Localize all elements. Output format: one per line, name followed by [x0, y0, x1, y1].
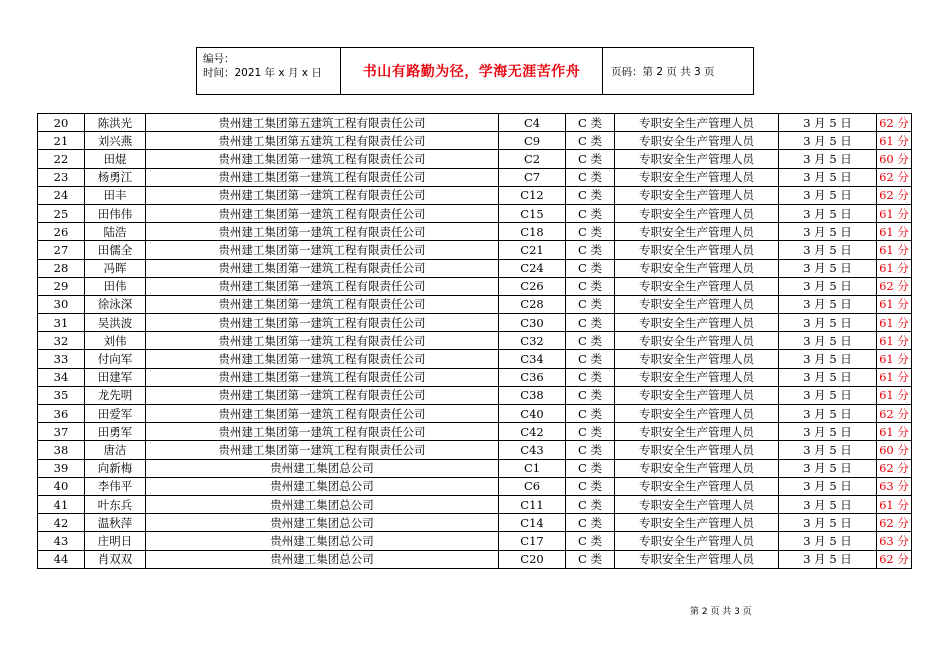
row-number-cell: 23 [38, 168, 85, 186]
exam-date-cell: 3 月 5 日 [779, 295, 877, 313]
category-cell: C 类 [566, 259, 615, 277]
company-name-cell: 贵州建工集团第五建筑工程有限责任公司 [146, 114, 499, 132]
row-number-cell: 37 [38, 423, 85, 441]
score-cell: 63 分 [877, 477, 912, 495]
role-cell: 专职安全生产管理人员 [615, 514, 779, 532]
person-name-cell: 叶东兵 [85, 495, 146, 513]
exam-date-cell: 3 月 5 日 [779, 314, 877, 332]
exam-date-cell: 3 月 5 日 [779, 495, 877, 513]
seat-code-cell: C14 [499, 514, 566, 532]
category-cell: C 类 [566, 495, 615, 513]
person-name-cell: 田建军 [85, 368, 146, 386]
exam-date-cell: 3 月 5 日 [779, 223, 877, 241]
company-name-cell: 贵州建工集团第五建筑工程有限责任公司 [146, 132, 499, 150]
table-row [38, 114, 912, 132]
company-name-cell: 贵州建工集团第一建筑工程有限责任公司 [146, 204, 499, 222]
category-cell: C 类 [566, 332, 615, 350]
seat-code-cell: C1 [499, 459, 566, 477]
row-number-cell: 28 [38, 259, 85, 277]
exam-date-cell: 3 月 5 日 [779, 423, 877, 441]
exam-date-cell: 3 月 5 日 [779, 332, 877, 350]
company-name-cell: 贵州建工集团总公司 [146, 550, 499, 568]
category-cell: C 类 [566, 405, 615, 423]
row-number-cell: 33 [38, 350, 85, 368]
company-name-cell: 贵州建工集团第一建筑工程有限责任公司 [146, 223, 499, 241]
row-number-cell: 44 [38, 550, 85, 568]
page-header [196, 47, 754, 95]
company-name-cell: 贵州建工集团第一建筑工程有限责任公司 [146, 186, 499, 204]
exam-date-cell: 3 月 5 日 [779, 350, 877, 368]
row-number-cell: 27 [38, 241, 85, 259]
company-name-cell: 贵州建工集团第一建筑工程有限责任公司 [146, 332, 499, 350]
row-number-cell: 38 [38, 441, 85, 459]
row-number-cell: 40 [38, 477, 85, 495]
score-cell: 61 分 [877, 241, 912, 259]
person-name-cell: 付向军 [85, 350, 146, 368]
seat-code-cell: C4 [499, 114, 566, 132]
seat-code-cell: C26 [499, 277, 566, 295]
company-name-cell: 贵州建工集团第一建筑工程有限责任公司 [146, 368, 499, 386]
person-name-cell: 田丰 [85, 186, 146, 204]
seat-code-cell: C11 [499, 495, 566, 513]
seat-code-cell: C15 [499, 204, 566, 222]
header-page-info: 页码：第 2 页 共 3 页 [611, 65, 715, 78]
table-row [38, 350, 912, 368]
role-cell: 专职安全生产管理人员 [615, 241, 779, 259]
person-name-cell: 冯晖 [85, 259, 146, 277]
table-row [38, 514, 912, 532]
exam-date-cell: 3 月 5 日 [779, 368, 877, 386]
score-cell: 61 分 [877, 423, 912, 441]
score-cell: 62 分 [877, 168, 912, 186]
seat-code-cell: C36 [499, 368, 566, 386]
role-cell: 专职安全生产管理人员 [615, 168, 779, 186]
score-cell: 63 分 [877, 532, 912, 550]
role-cell: 专职安全生产管理人员 [615, 532, 779, 550]
score-cell: 62 分 [877, 550, 912, 568]
company-name-cell: 贵州建工集团第一建筑工程有限责任公司 [146, 241, 499, 259]
seat-code-cell: C30 [499, 314, 566, 332]
exam-date-cell: 3 月 5 日 [779, 477, 877, 495]
person-name-cell: 田伟伟 [85, 204, 146, 222]
company-name-cell: 贵州建工集团第一建筑工程有限责任公司 [146, 277, 499, 295]
exam-date-cell: 3 月 5 日 [779, 550, 877, 568]
table-row [38, 150, 912, 168]
person-name-cell: 田焜 [85, 150, 146, 168]
role-cell: 专职安全生产管理人员 [615, 423, 779, 441]
table-row [38, 295, 912, 313]
role-cell: 专职安全生产管理人员 [615, 550, 779, 568]
role-cell: 专职安全生产管理人员 [615, 495, 779, 513]
row-number-cell: 42 [38, 514, 85, 532]
category-cell: C 类 [566, 150, 615, 168]
row-number-cell: 43 [38, 532, 85, 550]
row-number-cell: 39 [38, 459, 85, 477]
row-number-cell: 30 [38, 295, 85, 313]
score-cell: 61 分 [877, 368, 912, 386]
seat-code-cell: C2 [499, 150, 566, 168]
table-row [38, 405, 912, 423]
row-number-cell: 41 [38, 495, 85, 513]
company-name-cell: 贵州建工集团总公司 [146, 514, 499, 532]
role-cell: 专职安全生产管理人员 [615, 441, 779, 459]
company-name-cell: 贵州建工集团第一建筑工程有限责任公司 [146, 150, 499, 168]
category-cell: C 类 [566, 532, 615, 550]
person-name-cell: 庄明日 [85, 532, 146, 550]
score-cell: 62 分 [877, 405, 912, 423]
row-number-cell: 35 [38, 386, 85, 404]
person-name-cell: 田伟 [85, 277, 146, 295]
person-name-cell: 田儒全 [85, 241, 146, 259]
score-cell: 61 分 [877, 314, 912, 332]
company-name-cell: 贵州建工集团第一建筑工程有限责任公司 [146, 423, 499, 441]
company-name-cell: 贵州建工集团第一建筑工程有限责任公司 [146, 259, 499, 277]
score-cell: 61 分 [877, 386, 912, 404]
person-name-cell: 向新梅 [85, 459, 146, 477]
person-name-cell: 吴洪波 [85, 314, 146, 332]
exam-date-cell: 3 月 5 日 [779, 405, 877, 423]
seat-code-cell: C17 [499, 532, 566, 550]
category-cell: C 类 [566, 277, 615, 295]
table-row [38, 495, 912, 513]
header-meta [197, 48, 341, 94]
table-row [38, 386, 912, 404]
exam-date-cell: 3 月 5 日 [779, 186, 877, 204]
table-row [38, 459, 912, 477]
category-cell: C 类 [566, 514, 615, 532]
exam-date-cell: 3 月 5 日 [779, 386, 877, 404]
exam-date-cell: 3 月 5 日 [779, 259, 877, 277]
company-name-cell: 贵州建工集团第一建筑工程有限责任公司 [146, 314, 499, 332]
row-number-cell: 31 [38, 314, 85, 332]
seat-code-cell: C43 [499, 441, 566, 459]
seat-code-cell: C28 [499, 295, 566, 313]
score-cell: 60 分 [877, 441, 912, 459]
role-cell: 专职安全生产管理人员 [615, 259, 779, 277]
table-row [38, 314, 912, 332]
table-row [38, 423, 912, 441]
category-cell: C 类 [566, 132, 615, 150]
table-row [38, 532, 912, 550]
score-cell: 62 分 [877, 186, 912, 204]
category-cell: C 类 [566, 186, 615, 204]
company-name-cell: 贵州建工集团第一建筑工程有限责任公司 [146, 441, 499, 459]
row-number-cell: 20 [38, 114, 85, 132]
row-number-cell: 29 [38, 277, 85, 295]
table-row [38, 477, 912, 495]
company-name-cell: 贵州建工集团总公司 [146, 495, 499, 513]
table-row [38, 204, 912, 222]
exam-date-cell: 3 月 5 日 [779, 459, 877, 477]
score-cell: 62 分 [877, 514, 912, 532]
person-name-cell: 唐洁 [85, 441, 146, 459]
score-cell: 61 分 [877, 495, 912, 513]
category-cell: C 类 [566, 204, 615, 222]
page-footer: 第 2 页 共 3 页 [690, 607, 752, 617]
seat-code-cell: C20 [499, 550, 566, 568]
score-cell: 61 分 [877, 332, 912, 350]
roster-body [38, 114, 912, 569]
row-number-cell: 32 [38, 332, 85, 350]
score-cell: 62 分 [877, 459, 912, 477]
table-row [38, 550, 912, 568]
table-row [38, 277, 912, 295]
role-cell: 专职安全生产管理人员 [615, 204, 779, 222]
category-cell: C 类 [566, 459, 615, 477]
row-number-cell: 24 [38, 186, 85, 204]
seat-code-cell: C9 [499, 132, 566, 150]
role-cell: 专职安全生产管理人员 [615, 386, 779, 404]
exam-date-cell: 3 月 5 日 [779, 532, 877, 550]
category-cell: C 类 [566, 350, 615, 368]
score-cell: 61 分 [877, 259, 912, 277]
table-row [38, 368, 912, 386]
seat-code-cell: C6 [499, 477, 566, 495]
table-row [38, 259, 912, 277]
company-name-cell: 贵州建工集团第一建筑工程有限责任公司 [146, 350, 499, 368]
person-name-cell: 田爱军 [85, 405, 146, 423]
time-label: 时间：2021 年 x 月 x 日 [203, 67, 322, 79]
category-cell: C 类 [566, 295, 615, 313]
person-name-cell: 肖双双 [85, 550, 146, 568]
company-name-cell: 贵州建工集团第一建筑工程有限责任公司 [146, 386, 499, 404]
person-name-cell: 陈洪光 [85, 114, 146, 132]
person-name-cell: 陆浩 [85, 223, 146, 241]
role-cell: 专职安全生产管理人员 [615, 459, 779, 477]
number-label: 编号： [203, 53, 235, 65]
exam-date-cell: 3 月 5 日 [779, 277, 877, 295]
category-cell: C 类 [566, 423, 615, 441]
category-cell: C 类 [566, 550, 615, 568]
role-cell: 专职安全生产管理人员 [615, 295, 779, 313]
role-cell: 专职安全生产管理人员 [615, 368, 779, 386]
exam-date-cell: 3 月 5 日 [779, 441, 877, 459]
exam-date-cell: 3 月 5 日 [779, 204, 877, 222]
role-cell: 专职安全生产管理人员 [615, 150, 779, 168]
role-cell: 专职安全生产管理人员 [615, 223, 779, 241]
exam-date-cell: 3 月 5 日 [779, 132, 877, 150]
person-name-cell: 刘兴燕 [85, 132, 146, 150]
role-cell: 专职安全生产管理人员 [615, 132, 779, 150]
score-cell: 61 分 [877, 223, 912, 241]
role-cell: 专职安全生产管理人员 [615, 350, 779, 368]
table-row [38, 168, 912, 186]
role-cell: 专职安全生产管理人员 [615, 277, 779, 295]
category-cell: C 类 [566, 441, 615, 459]
category-cell: C 类 [566, 386, 615, 404]
row-number-cell: 36 [38, 405, 85, 423]
score-cell: 61 分 [877, 132, 912, 150]
exam-date-cell: 3 月 5 日 [779, 150, 877, 168]
seat-code-cell: C40 [499, 405, 566, 423]
category-cell: C 类 [566, 168, 615, 186]
category-cell: C 类 [566, 368, 615, 386]
seat-code-cell: C7 [499, 168, 566, 186]
role-cell: 专职安全生产管理人员 [615, 186, 779, 204]
row-number-cell: 25 [38, 204, 85, 222]
role-cell: 专职安全生产管理人员 [615, 314, 779, 332]
person-name-cell: 徐泳深 [85, 295, 146, 313]
score-cell: 60 分 [877, 150, 912, 168]
row-number-cell: 22 [38, 150, 85, 168]
person-name-cell: 温秋萍 [85, 514, 146, 532]
category-cell: C 类 [566, 114, 615, 132]
seat-code-cell: C38 [499, 386, 566, 404]
seat-code-cell: C21 [499, 241, 566, 259]
seat-code-cell: C34 [499, 350, 566, 368]
category-cell: C 类 [566, 314, 615, 332]
person-name-cell: 李伟平 [85, 477, 146, 495]
seat-code-cell: C32 [499, 332, 566, 350]
seat-code-cell: C18 [499, 223, 566, 241]
company-name-cell: 贵州建工集团总公司 [146, 477, 499, 495]
roster-table [37, 113, 912, 569]
score-cell: 62 分 [877, 114, 912, 132]
row-number-cell: 21 [38, 132, 85, 150]
role-cell: 专职安全生产管理人员 [615, 332, 779, 350]
table-row [38, 132, 912, 150]
table-row [38, 332, 912, 350]
table-row [38, 186, 912, 204]
score-cell: 61 分 [877, 295, 912, 313]
person-name-cell: 龙先明 [85, 386, 146, 404]
table-row [38, 241, 912, 259]
company-name-cell: 贵州建工集团总公司 [146, 459, 499, 477]
company-name-cell: 贵州建工集团总公司 [146, 532, 499, 550]
table-row [38, 223, 912, 241]
exam-date-cell: 3 月 5 日 [779, 514, 877, 532]
person-name-cell: 田勇军 [85, 423, 146, 441]
company-name-cell: 贵州建工集团第一建筑工程有限责任公司 [146, 295, 499, 313]
role-cell: 专职安全生产管理人员 [615, 114, 779, 132]
row-number-cell: 34 [38, 368, 85, 386]
role-cell: 专职安全生产管理人员 [615, 405, 779, 423]
seat-code-cell: C24 [499, 259, 566, 277]
seat-code-cell: C42 [499, 423, 566, 441]
exam-date-cell: 3 月 5 日 [779, 241, 877, 259]
header-motto: 书山有路勤为径，学海无涯苦作舟 [341, 48, 603, 94]
table-row [38, 441, 912, 459]
score-cell: 61 分 [877, 350, 912, 368]
person-name-cell: 杨勇江 [85, 168, 146, 186]
seat-code-cell: C12 [499, 186, 566, 204]
company-name-cell: 贵州建工集团第一建筑工程有限责任公司 [146, 168, 499, 186]
category-cell: C 类 [566, 477, 615, 495]
role-cell: 专职安全生产管理人员 [615, 477, 779, 495]
category-cell: C 类 [566, 241, 615, 259]
company-name-cell: 贵州建工集团第一建筑工程有限责任公司 [146, 405, 499, 423]
person-name-cell: 刘伟 [85, 332, 146, 350]
score-cell: 62 分 [877, 277, 912, 295]
exam-date-cell: 3 月 5 日 [779, 114, 877, 132]
score-cell: 61 分 [877, 204, 912, 222]
category-cell: C 类 [566, 223, 615, 241]
row-number-cell: 26 [38, 223, 85, 241]
exam-date-cell: 3 月 5 日 [779, 168, 877, 186]
